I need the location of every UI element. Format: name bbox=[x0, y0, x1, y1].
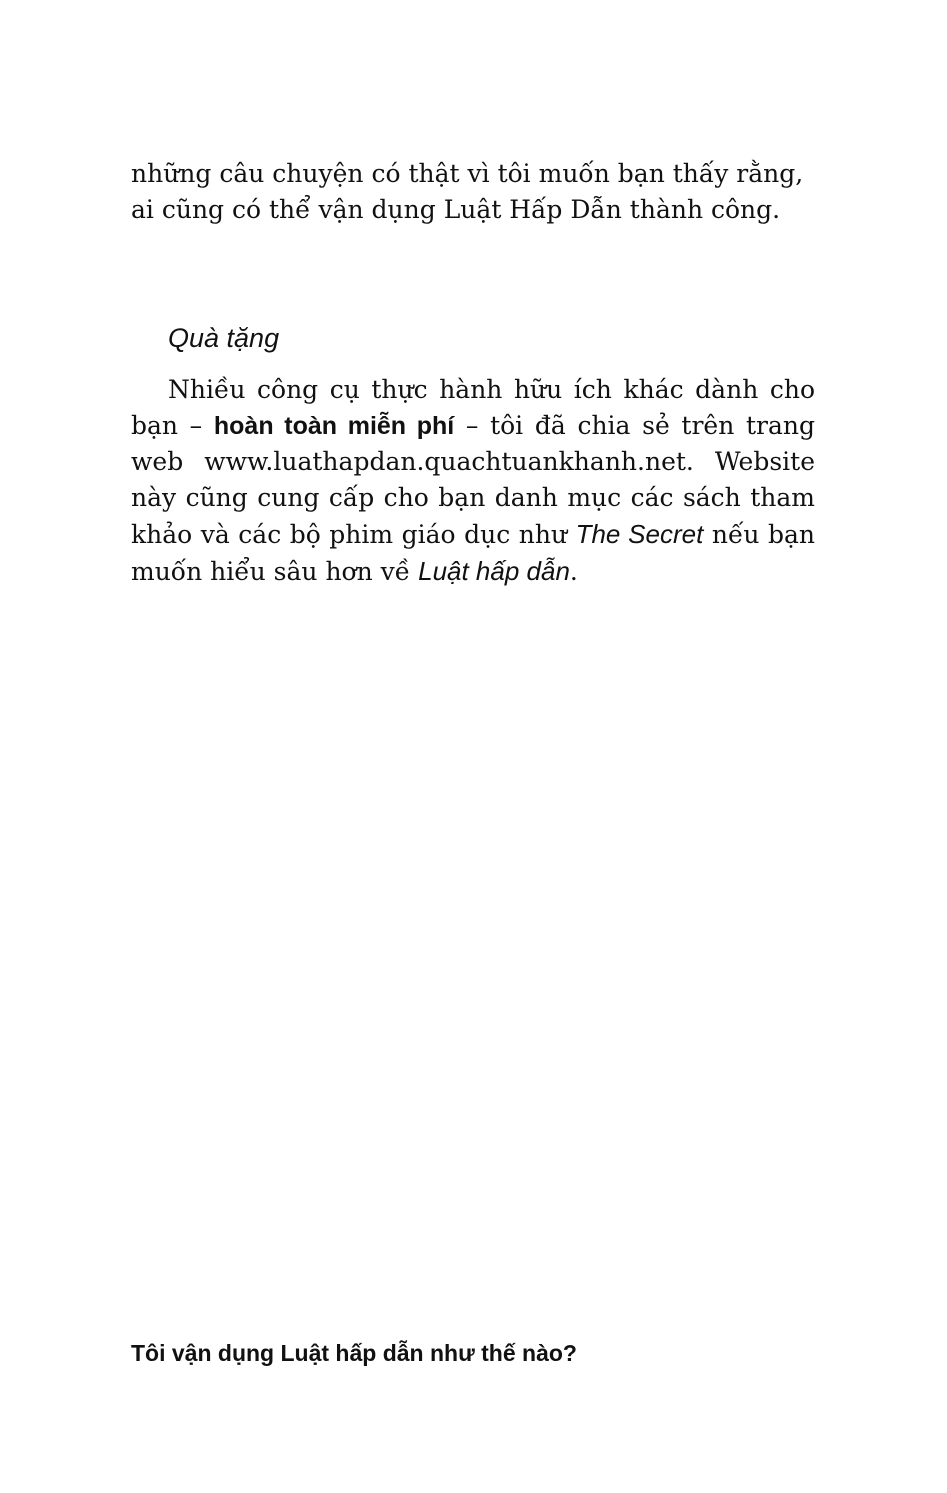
gift-paragraph bbox=[131, 372, 815, 590]
intro-line-2: ai cũng có thể vận dụng Luật Hấp Dẫn thành công. bbox=[131, 195, 781, 224]
gift-text-part-1: Nhiều công cụ thực hành hữu ích khác dành cho bạn – bbox=[131, 375, 815, 440]
intro-paragraph bbox=[131, 156, 815, 228]
free-emphasis: hoàn toàn miễn phí bbox=[213, 412, 455, 440]
gift-text-part-3: nếu bạn muốn hiểu sâu hơn về bbox=[131, 520, 815, 586]
gift-section-heading: Quà tặng bbox=[168, 323, 280, 353]
next-section-heading: Tôi vận dụng Luật hấp dẫn như thế nào? bbox=[131, 1340, 577, 1366]
gift-text-part-2: – tôi đã chia sẻ trên trang web www.luathapdan.quachtuankhanh.net. Website này cũng cung cấp cho bạn danh mục các sách tham khảo và các bộ phim giáo dục như bbox=[131, 411, 816, 549]
gift-text-part-4: . bbox=[569, 557, 578, 586]
law-of-attraction-term: Luật hấp dẫn bbox=[418, 556, 570, 586]
the-secret-title: The Secret bbox=[575, 519, 704, 549]
intro-line-1: những câu chuyện có thật vì tôi muốn bạn thấy rằng, bbox=[131, 159, 804, 188]
